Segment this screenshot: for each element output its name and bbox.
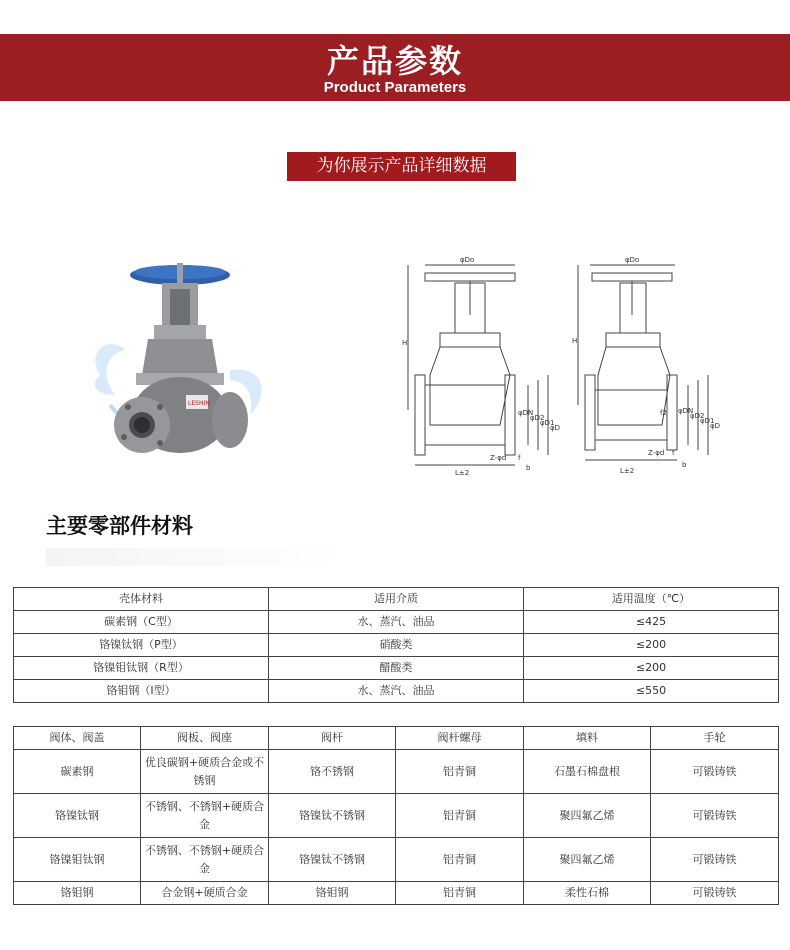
table-row xyxy=(14,750,779,794)
table-cell: 水、蒸汽、油品 xyxy=(269,611,524,634)
table-cell: 铬镍钼钛钢（R型） xyxy=(14,657,269,680)
table-cell: ≤425 xyxy=(524,611,779,634)
label-d2-2: φD2 xyxy=(690,412,705,420)
label-d-2: φD xyxy=(710,422,721,430)
table-cell: 可锻铸铁 xyxy=(651,794,779,838)
table-cell: ≤200 xyxy=(524,657,779,680)
table-cell: 铬钼钢 xyxy=(269,882,396,905)
valve-badge: LESHIN xyxy=(188,400,210,407)
flanged-gate-valve-drawing xyxy=(400,255,565,480)
table-header: 填料 xyxy=(524,727,651,750)
label-b: b xyxy=(526,464,531,472)
table-row xyxy=(14,680,779,703)
section-tagline: 为你展示产品详细数据 xyxy=(287,152,516,181)
table-row xyxy=(14,611,779,634)
flanged-gate-valve-drawing-small xyxy=(570,255,735,480)
table-header: 手轮 xyxy=(651,727,779,750)
table-cell: 不锈钢、不锈钢+硬质合金 xyxy=(141,794,269,838)
label-h: H xyxy=(402,339,408,347)
table-cell: 铬镍钼钛钢 xyxy=(14,838,141,882)
table-header: 适用介质 xyxy=(269,588,524,611)
table-cell: 柔性石棉 xyxy=(524,882,651,905)
table-row xyxy=(14,882,779,905)
label-f: f xyxy=(518,454,521,462)
table-cell: 铝青铜 xyxy=(396,794,524,838)
table-cell: 醋酸类 xyxy=(269,657,524,680)
label-zd: Z-φd xyxy=(490,454,507,462)
table-row xyxy=(14,634,779,657)
table-cell: 优良碳钢+硬质合金或不锈钢 xyxy=(141,750,269,794)
label-f2-2: f2 xyxy=(660,409,667,417)
table-header: 阀体、阀盖 xyxy=(14,727,141,750)
label-do-2: φDo xyxy=(625,256,640,264)
table-row xyxy=(14,838,779,882)
table-header: 阀板、阀座 xyxy=(141,727,269,750)
label-l: L±2 xyxy=(455,469,470,477)
table-cell: 铬钼钢 xyxy=(14,882,141,905)
label-do: φDo xyxy=(460,256,475,264)
table-row xyxy=(14,794,779,838)
table-header-row xyxy=(14,727,779,750)
gate-valve-photo xyxy=(80,255,280,475)
table-cell: 可锻铸铁 xyxy=(651,750,779,794)
label-b-2: b xyxy=(682,461,687,469)
label-dn: φDN xyxy=(518,409,534,417)
table-cell: 石墨石棉盘根 xyxy=(524,750,651,794)
table-cell: ≤550 xyxy=(524,680,779,703)
materials-title: 主要零部件材料 xyxy=(46,514,193,538)
table-cell: 可锻铸铁 xyxy=(651,838,779,882)
table-cell: 合金钢+硬质合金 xyxy=(141,882,269,905)
label-d1-2: φD1 xyxy=(700,417,715,425)
label-dn-2: φDN xyxy=(678,407,694,415)
page-subtitle: Product Parameters xyxy=(323,79,467,96)
table-header: 阀杆螺母 xyxy=(396,727,524,750)
table-cell: 碳素钢（C型） xyxy=(14,611,269,634)
table-cell: 碳素钢 xyxy=(14,750,141,794)
table-cell: 铬镍钛钢 xyxy=(14,794,141,838)
table-header-row xyxy=(14,588,779,611)
table-cell: 铝青铜 xyxy=(396,838,524,882)
table-row xyxy=(14,657,779,680)
table-cell: 铝青铜 xyxy=(396,750,524,794)
table-cell: 聚四氟乙烯 xyxy=(524,794,651,838)
label-zd-2: Z-φd xyxy=(648,449,665,457)
label-d2: φD2 xyxy=(530,414,545,422)
table-header: 适用温度（℃） xyxy=(524,588,779,611)
label-d1: φD1 xyxy=(540,419,555,427)
table-cell: ≤200 xyxy=(524,634,779,657)
label-h-2: H xyxy=(572,337,578,345)
table-header: 阀杆 xyxy=(269,727,396,750)
table-cell: 铬镍钛不锈钢 xyxy=(269,838,396,882)
table-cell: 可锻铸铁 xyxy=(651,882,779,905)
label-d: φD xyxy=(550,424,561,432)
page-title: 产品参数 xyxy=(326,42,463,80)
table-cell: 水、蒸汽、油品 xyxy=(269,680,524,703)
table-header: 壳体材料 xyxy=(14,588,269,611)
table-cell: 铬镍钛不锈钢 xyxy=(269,794,396,838)
label-f-2: f xyxy=(672,449,675,457)
component-material-table xyxy=(13,726,779,905)
shell-material-table xyxy=(13,587,779,703)
title-underline xyxy=(46,548,346,566)
table-cell: 铬钼钢（I型） xyxy=(14,680,269,703)
label-l-2: L±2 xyxy=(620,467,635,475)
table-cell: 铝青铜 xyxy=(396,882,524,905)
table-cell: 聚四氟乙烯 xyxy=(524,838,651,882)
table-cell: 不锈钢、不锈钢+硬质合金 xyxy=(141,838,269,882)
table-cell: 铬不锈钢 xyxy=(269,750,396,794)
table-cell: 硝酸类 xyxy=(269,634,524,657)
table-cell: 铬镍钛钢（P型） xyxy=(14,634,269,657)
